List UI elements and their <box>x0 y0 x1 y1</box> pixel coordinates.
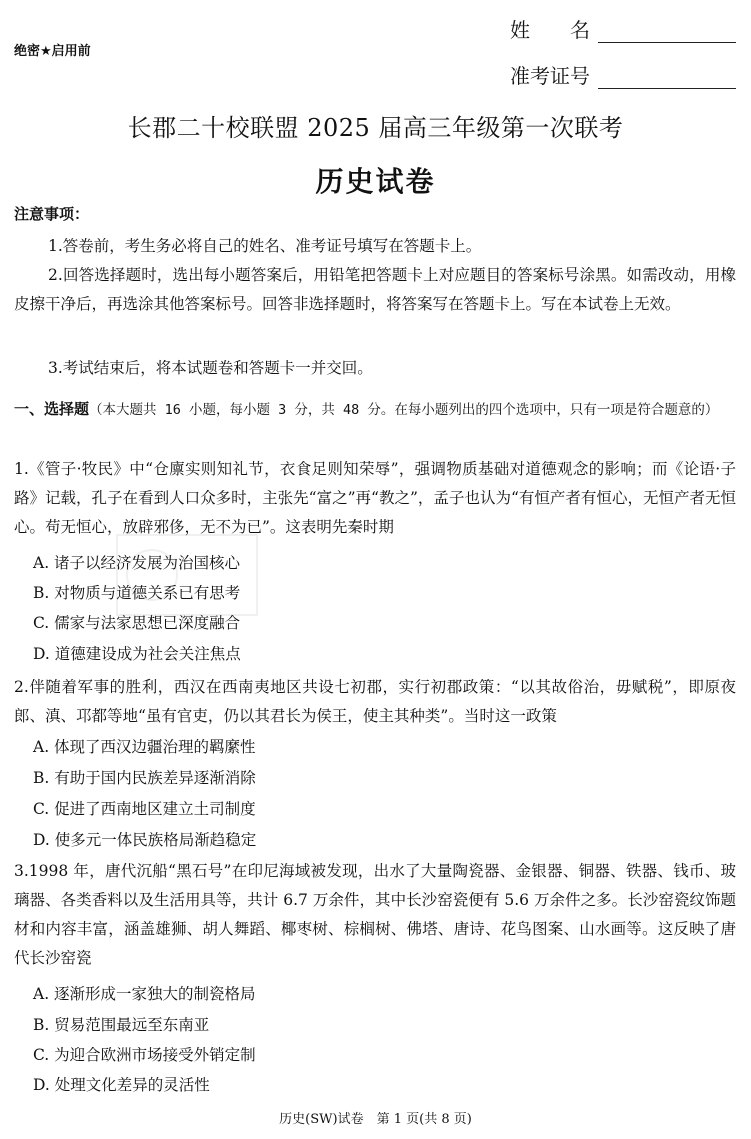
section-heading <box>14 395 736 425</box>
name-field <box>510 14 736 43</box>
exam-id-field <box>510 60 736 89</box>
exam-title: 长郡二十校联盟 2025 届高三年级第一次联考 <box>127 114 624 142</box>
section-description: （本大题共 16 小题，每小题 3 分，共 48 分。在每小题列出的四个选项中，只有一项是符合题意的） <box>89 402 719 418</box>
question-1-option-c: C. 儒家与法家思想已深度融合 <box>33 614 241 632</box>
name-blank-line <box>598 22 736 43</box>
question-1-option-d: D. 道德建设成为社会关注焦点 <box>33 645 241 663</box>
page-footer: 历史(SW)试卷 第 1 页(共 8 页) <box>279 1112 472 1127</box>
name-label: 姓 名 <box>510 18 590 42</box>
question-2-option-c: C. 促进了西南地区建立土司制度 <box>33 800 256 818</box>
question-2-option-d: D. 使多元一体民族格局渐趋稳定 <box>33 831 257 849</box>
exam-id-label: 准考证号 <box>510 64 590 88</box>
notes-heading: 注意事项： <box>14 205 90 223</box>
question-3-option-a: A. 逐渐形成一家独大的制瓷格局 <box>33 985 256 1003</box>
question-3-option-c: C. 为迎合欧洲市场接受外销定制 <box>33 1046 256 1064</box>
question-3-option-d: D. 处理文化差异的灵活性 <box>33 1076 210 1094</box>
confidential-label: 绝密★启用前 <box>14 44 91 59</box>
question-2-option-b: B. 有助于国内民族差异逐渐消除 <box>33 769 256 787</box>
question-3-stem: 3.1998 年，唐代沉船“黑石号”在印尼海域被发现，出水了大量陶瓷器、金银器、铜器、铁器、钱币、玻璃器、各类香料以及生活用具等，共计 6.7 万余件，其中长沙窑瓷便有 5.6 万余件之多。长沙窑瓷纹饰题材和内容丰富，涵盖雄狮、胡人舞蹈、椰枣树、棕榈树、佛塔、唐诗、花鸟图案、山水画等。这反映了唐代长沙窑瓷 <box>14 862 736 967</box>
subject-title: 历史试卷 <box>315 165 436 198</box>
question-3-option-b: B. 贸易范围最远至东南亚 <box>33 1016 210 1034</box>
question-1-option-a: A. 诸子以经济发展为治国核心 <box>33 554 241 572</box>
exam-id-blank-line <box>598 68 736 89</box>
note-item-3: 3.考试结束后，将本试题卷和答题卡一并交回。 <box>48 359 373 377</box>
question-1-stem: 1.《管子·牧民》中“仓廪实则知礼节，衣食足则知荣辱”，强调物质基础对道德观念的影响；而《论语·子路》记载，孔子在看到人口众多时，主张先“富之”再“教之”，孟子也认为“有恒产者有恒心，无恒产者无恒心。苟无恒心，放辟邪侈，无不为已”。这表明先秦时期 <box>14 460 736 536</box>
note-item-2: 2.回答选择题时，选出每小题答案后，用铅笔把答题卡上对应题目的答案标号涂黑。如需改动，用橡皮擦干净后，再选涂其他答案标号。回答非选择题时，将答案写在答题卡上。写在本试卷上无效。 <box>14 266 736 313</box>
note-item-1: 1.答卷前，考生务必将自己的姓名、准考证号填写在答题卡上。 <box>48 237 482 255</box>
question-1-option-b: B. 对物质与道德关系已有思考 <box>33 584 241 602</box>
watermark-seal <box>112 530 262 620</box>
question-2-stem: 2.伴随着军事的胜利，西汉在西南夷地区共设七初郡，实行初郡政策：“以其故俗治，毋赋税”，即原夜郎、滇、邛都等地“虽有官吏，仍以其君长为侯王，使主其种类”。当时这一政策 <box>14 678 736 725</box>
section-title: 一、选择题 <box>14 400 90 418</box>
question-2-option-a: A. 体现了西汉边疆治理的羁縻性 <box>33 738 256 756</box>
